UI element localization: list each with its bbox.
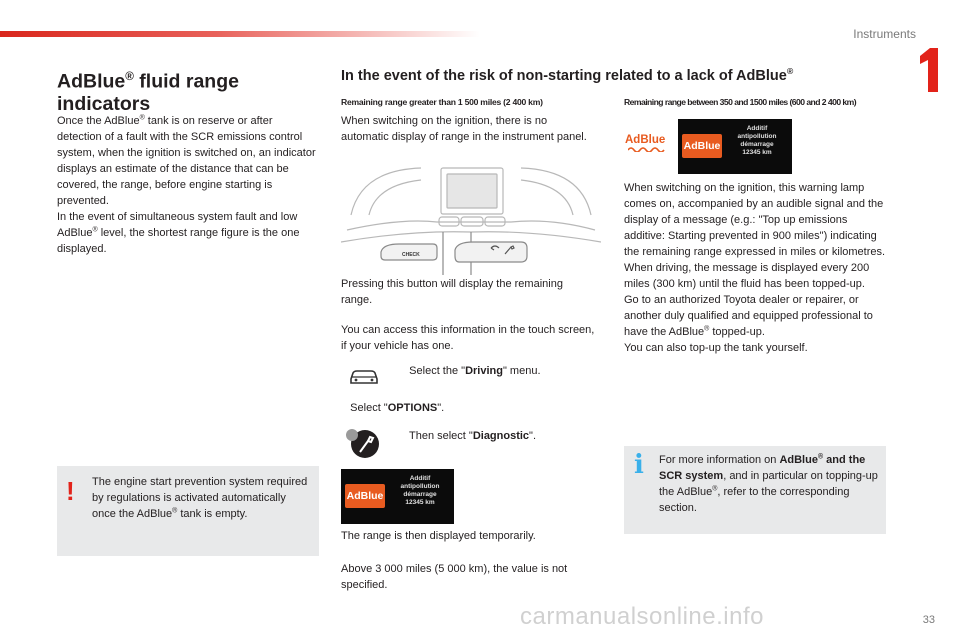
header-accent-bar xyxy=(0,31,480,37)
adblue-range-display xyxy=(341,469,454,524)
chapter-number-one-icon xyxy=(916,46,940,94)
step-select-options: Select "OPTIONS". xyxy=(350,402,445,414)
instrument-panel-illustration xyxy=(341,160,601,275)
touch-screen-paragraph: You can access this information in the touch screen, if your vehicle has one. xyxy=(341,324,595,352)
info-text: For more information on AdBlue® and the SCR system, and in particular on topping-up the AdBlue®, refer to the corresponding section. xyxy=(659,453,878,514)
page-number: 33 xyxy=(922,614,935,626)
adblue-lamp-label: AdBlue xyxy=(625,134,666,146)
warning-exclamation-icon: ! xyxy=(66,476,75,506)
step-select-diagnostic: Then select "Diagnostic". xyxy=(408,430,537,442)
check-button-label: CHECK xyxy=(402,252,420,258)
adblue-display-text: Additif antipollution démarrage 12345 km xyxy=(737,125,777,156)
no-auto-display-paragraph: When switching on the ignition, there is no automatic display of range in the instrument panel. xyxy=(341,115,587,143)
adblue-warning-lamp-icon xyxy=(625,134,671,158)
adblue-range-display-right xyxy=(678,119,792,174)
step-select-driving: Select the "Driving" menu. xyxy=(409,365,541,377)
section-heading: In the event of the risk of non-starting related to a lack of AdBlue® xyxy=(341,66,794,84)
range-displayed-paragraph: The range is then displayed temporarily. xyxy=(341,530,536,542)
warning-note-box xyxy=(57,466,319,556)
watermark: carmanualsonline.info xyxy=(520,603,764,630)
diagnostic-icon xyxy=(343,426,383,460)
intro-paragraph: Once the AdBlue® tank is on reserve or after detection of a fault with the SCR emissions control system, when the ignition is switched on, an indicator displays an estimate of the distance that can be covered, the range, before engine starting is prevented. In the event of simultaneous system fault and low AdBlue® level, the shortest range figure is the one displayed. xyxy=(57,114,316,255)
subheading-range-350-1500: Remaining range between 350 and 1500 miles (600 and 2 400 km) xyxy=(624,97,857,107)
info-icon: i xyxy=(634,450,644,480)
wave-icon xyxy=(628,146,668,152)
warning-text: The engine start prevention system required by regulations is activated automatically once the AdBlue® tank is empty. xyxy=(92,476,308,520)
subheading-range-over-1500: Remaining range greater than 1 500 miles (2 400 km) xyxy=(341,97,543,107)
adblue-badge: AdBlue xyxy=(345,484,385,508)
chapter-title: Instruments xyxy=(853,27,916,41)
info-note-box xyxy=(624,446,886,534)
page-title: AdBlue® fluid range indicators xyxy=(57,70,239,115)
above-3000-paragraph: Above 3 000 miles (5 000 km), the value is not specified. xyxy=(341,563,568,591)
car-driving-icon xyxy=(347,366,381,386)
warning-lamp-paragraph: When switching on the ignition, this warning lamp comes on, accompanied by an audible signal and the display of a message (e.g.: "Top up emissions additive: Starting prevented in 900 miles") indicating the remaining range expressed in miles or kilometres. When driving, the message is displayed every 200 miles (300 km) until the fluid has been topped-up. Go to an authorized Toyota dealer or repairer, or another duly qualified and equipped professional to have the AdBlue® topped-up. You can also top-up the tank yourself. xyxy=(624,182,886,354)
pressing-button-paragraph: Pressing this button will display the remaining range. xyxy=(341,278,563,306)
adblue-display-text: Additif antipollution démarrage 12345 km xyxy=(400,475,440,506)
adblue-badge: AdBlue xyxy=(682,134,722,158)
